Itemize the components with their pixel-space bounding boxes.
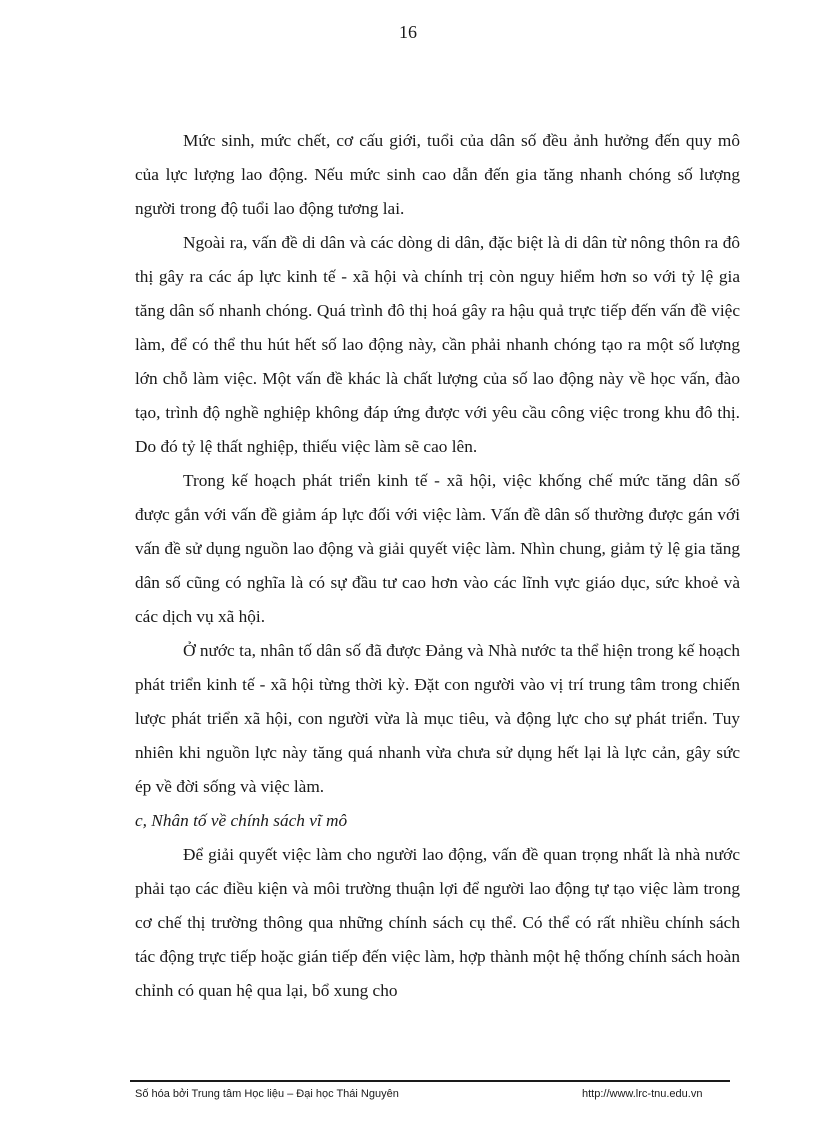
section-subheading: c, Nhân tố về chính sách vĩ mô (135, 811, 348, 830)
paragraph: Để giải quyết việc làm cho người lao động, vấn đề quan trọng nhất là nhà nước phải tạo các điều kiện và môi trường thuận lợi để người lao động tự tạo việc làm trong cơ chế thị trường thông qua những chính sách cụ thể. Có thể có rất nhiều chính sách tác động trực tiếp hoặc gián tiếp đến việc làm, hợp thành một hệ thống chính sách hoàn chỉnh có quan hệ qua lại, bổ xung cho (135, 845, 740, 1000)
paragraph: Mức sinh, mức chết, cơ cấu giới, tuổi của dân số đều ảnh hưởng đến quy mô của lực lượng lao động. Nếu mức sinh cao dẫn đến gia tăng nhanh chóng số lượng người trong độ tuổi lao động tương lai. (135, 131, 740, 218)
paragraph: Ngoài ra, vấn đề di dân và các dòng di dân, đặc biệt là di dân từ nông thôn ra đô thị gây ra các áp lực kinh tế - xã hội và chính trị còn nguy hiểm hơn so với tỷ lệ gia tăng dân số nhanh chóng. Quá trình đô thị hoá gây ra hậu quả trực tiếp đến vấn đề việc làm, để có thể thu hút hết số lao động này, cần phải nhanh chóng tạo ra một số lượng lớn chỗ làm việc. Một vấn đề khác là chất lượng của số lao động này về học vấn, đào tạo, trình độ nghề nghiệp không đáp ứng được với yêu cầu công việc trong khu đô thị. Do đó tỷ lệ thất nghiệp, thiếu việc làm sẽ cao lên. (135, 233, 740, 456)
footer-url: http://www.lrc-tnu.edu.vn (582, 1088, 703, 1100)
document-body (135, 124, 740, 1008)
paragraph: Trong kế hoạch phát triển kinh tế - xã hội, việc khống chế mức tăng dân số được gắn với vấn đề giảm áp lực đối với việc làm. Vấn đề dân số thường được gán với vấn đề sử dụng nguồn lao động và giải quyết việc làm. Nhìn chung, giảm tỷ lệ gia tăng dân số cũng có nghĩa là có sự đầu tư cao hơn vào các lĩnh vực giáo dục, sức khoẻ và các dịch vụ xã hội. (135, 471, 740, 626)
footer-divider (130, 1080, 730, 1082)
paragraph: Ở nước ta, nhân tố dân số đã được Đảng và Nhà nước ta thể hiện trong kế hoạch phát triển kinh tế - xã hội từng thời kỳ. Đặt con người vào vị trí trung tâm trong chiến lược phát triển xã hội, con người vừa là mục tiêu, và động lực cho sự phát triển. Tuy nhiên khi nguồn lực này tăng quá nhanh vừa chưa sử dụng hết lại là lực cản, gây sức ép về đời sống và việc làm. (135, 641, 740, 796)
footer-source-text: Số hóa bởi Trung tâm Học liệu – Đại học Thái Nguyên (135, 1088, 399, 1100)
page-number: 16 (399, 22, 417, 42)
